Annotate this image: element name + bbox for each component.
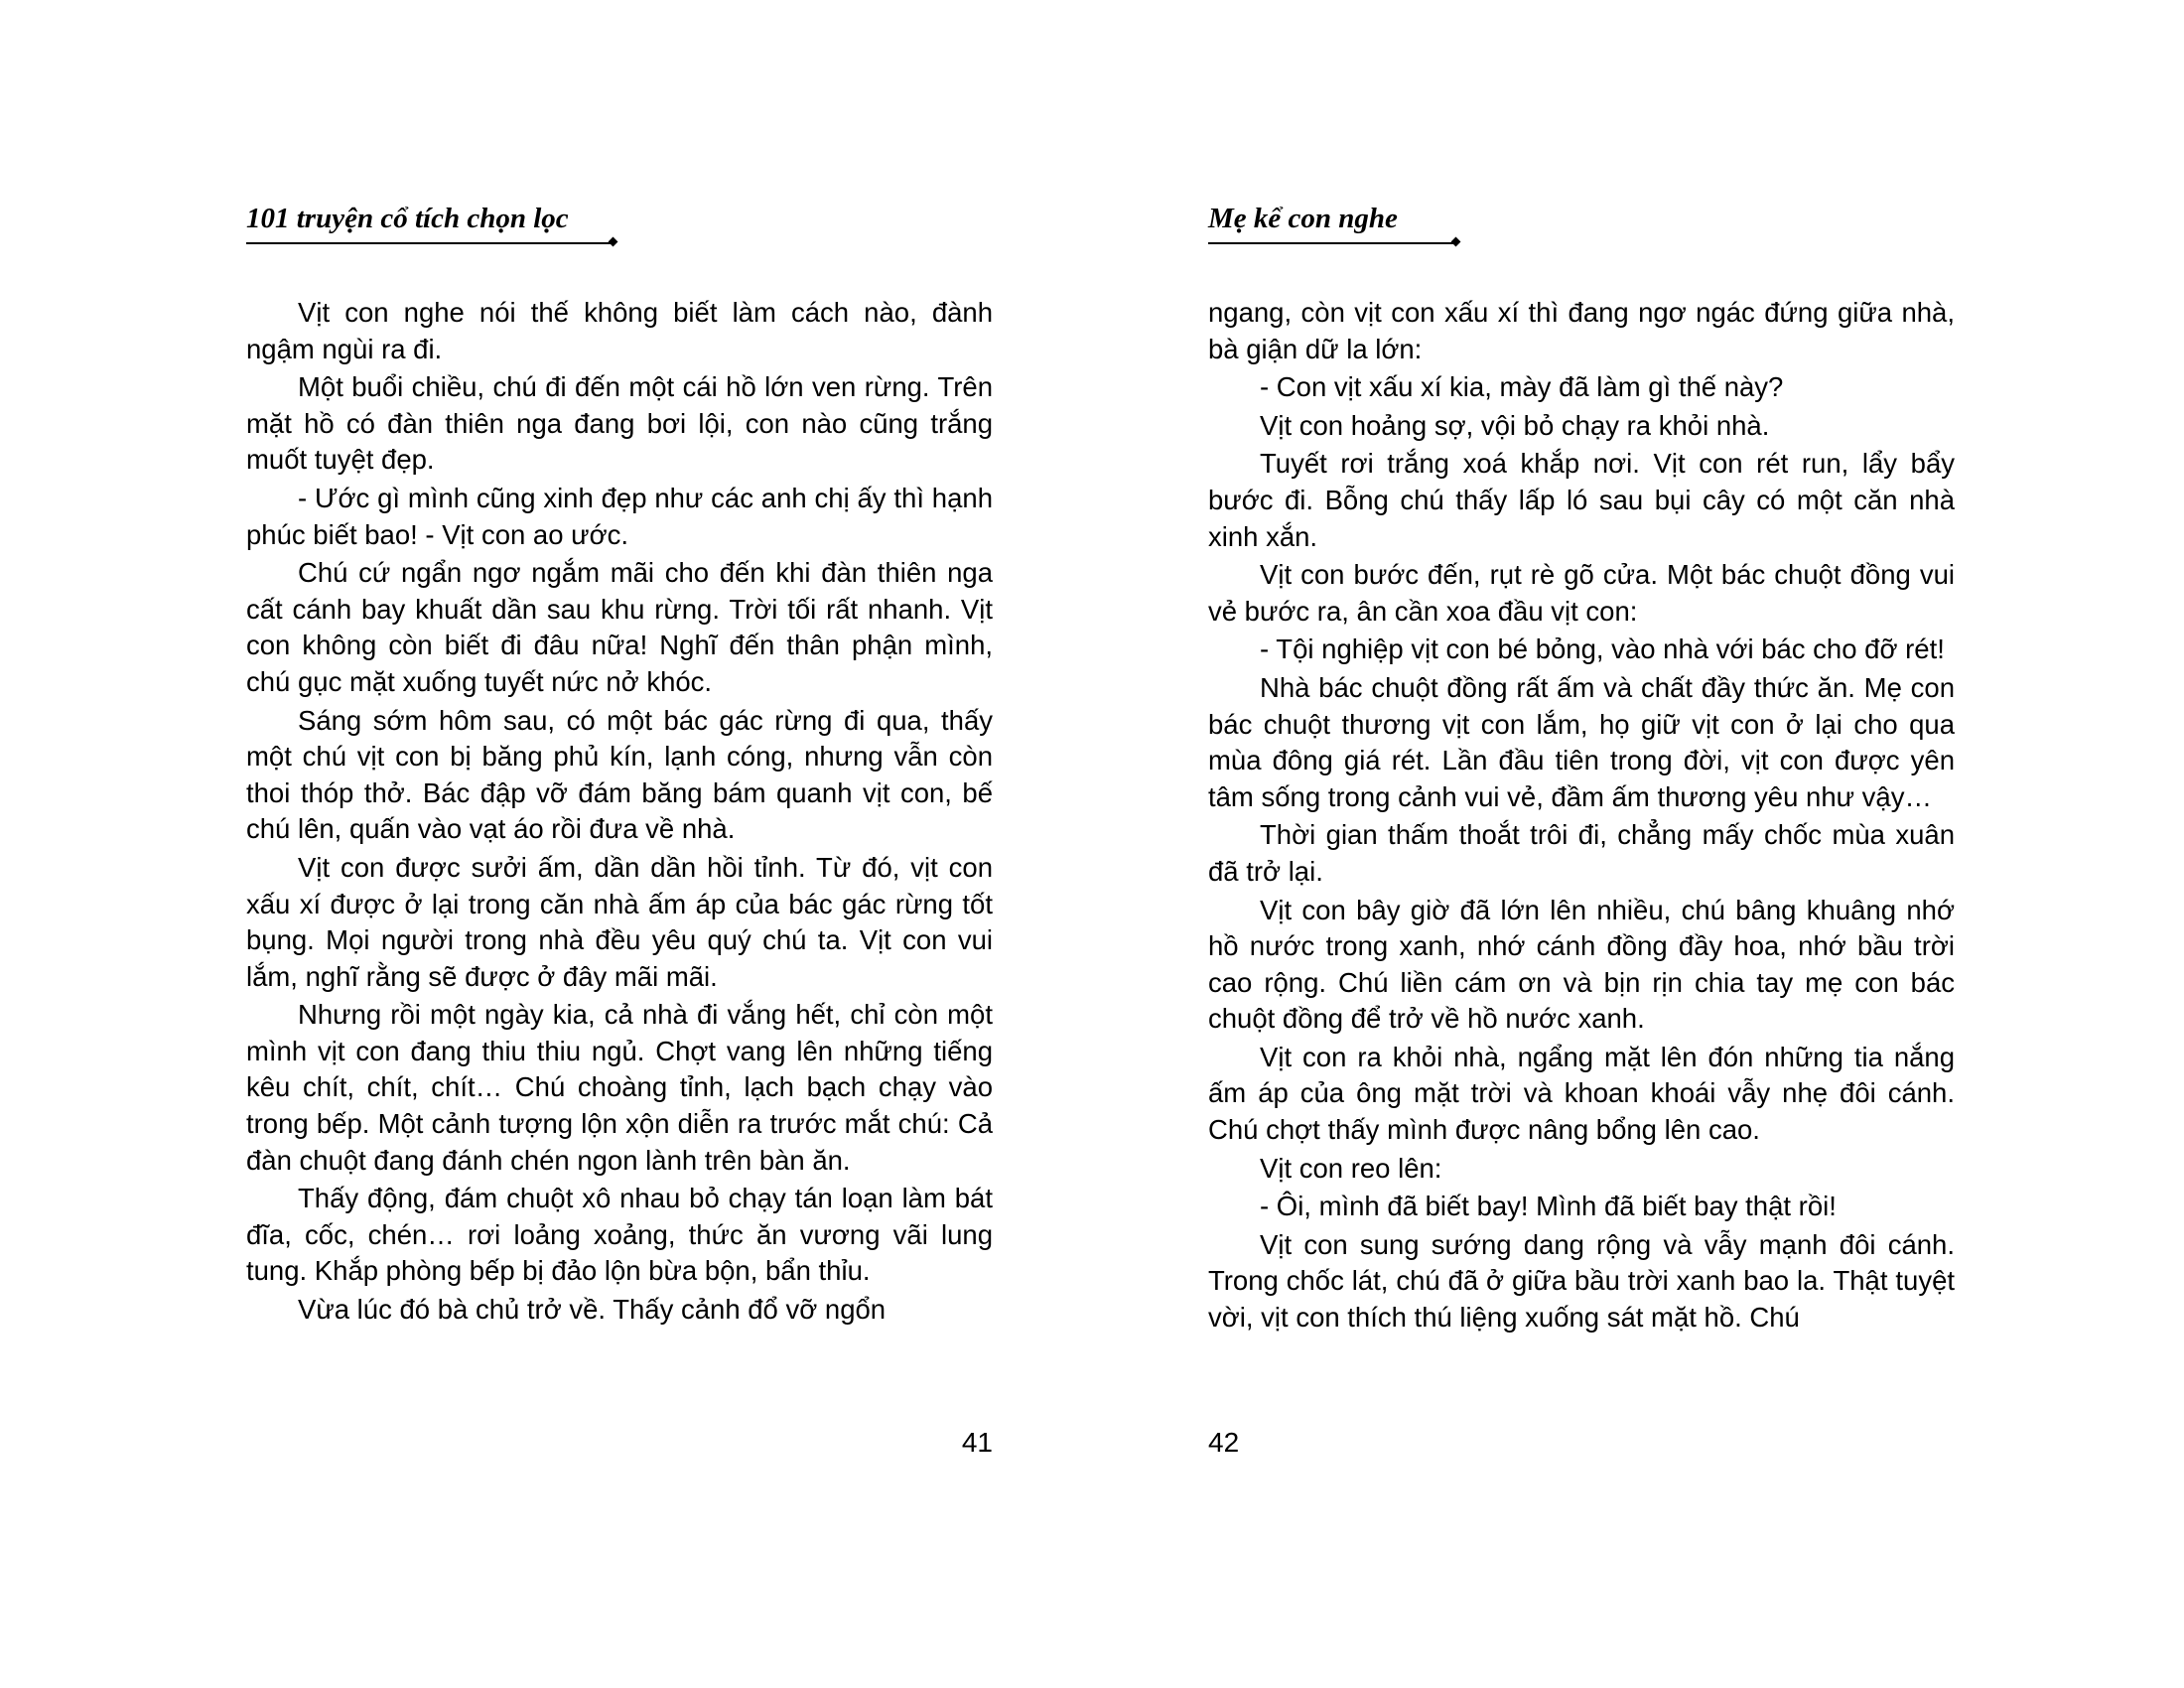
header-ornament-right bbox=[1451, 237, 1461, 247]
header-rule-left bbox=[246, 242, 614, 244]
paragraph: Nhà bác chuột đồng rất ấm và chất đầy thức ăn. Mẹ con bác chuột thương vịt con lắm, họ giữ vịt con ở lại cho qua mùa đông giá rét. Lần đầu tiên trong đời, vịt con được yên tâm sống trong cảnh vui vẻ, đầm ấm thương yêu như vậy… bbox=[1208, 671, 1955, 812]
paragraph: - Ôi, mình đã biết bay! Mình đã biết bay thật rồi! bbox=[1260, 1191, 1837, 1222]
paragraph: - Tội nghiệp vịt con bé bỏng, vào nhà với bác cho đỡ rét! bbox=[1260, 633, 1945, 665]
right-page bbox=[1208, 0, 1955, 1688]
paragraph: Nhưng rồi một ngày kia, cả nhà đi vắng hết, chỉ còn một mình vịt con đang thiu thiu ngủ. Chợt vang lên những tiếng kêu chít, chít, chít… Chú choàng tỉnh, lạch bạch chạy vào trong bếp. Một cảnh tượng lộn xộn diễn ra trước mắt chú: Cả đàn chuột đang đánh chén ngon lành trên bàn ăn. bbox=[246, 999, 993, 1176]
paragraph: Vịt con hoảng sợ, vội bỏ chạy ra khỏi nhà. bbox=[1260, 409, 1770, 441]
paragraph: Vịt con nghe nói thế không biết làm cách nào, đành ngậm ngùi ra đi. bbox=[246, 297, 993, 364]
paragraph: Tuyết rơi trắng xoá khắp nơi. Vịt con rét run, lẩy bẩy bước đi. Bỗng chú thấy lấp ló sau bụi cây có một căn nhà xinh xắn. bbox=[1208, 448, 1955, 552]
page-number-right: 42 bbox=[1208, 1427, 1240, 1458]
paragraph: Sáng sớm hôm sau, có một bác gác rừng đi qua, thấy một chú vịt con bị băng phủ kín, lạnh cóng, nhưng vẫn còn thoi thóp thở. Bác đập vỡ đám băng bám quanh vịt con, bế chú lên, quấn vào vạt áo rồi đưa về nhà. bbox=[246, 704, 993, 845]
running-head-right: Mẹ kể con nghe bbox=[1208, 203, 1398, 234]
paragraph: Chú cứ ngẩn ngơ ngắm mãi cho đến khi đàn thiên nga cất cánh bay khuất dần sau khu rừng. Trời tối rất nhanh. Vịt con không còn biết đi đâu nữa! Nghĩ đến thân phận mình, chú gục mặt xuống tuyết nức nở khóc. bbox=[246, 557, 993, 697]
paragraph: Vừa lúc đó bà chủ trở về. Thấy cảnh đổ vỡ ngổn bbox=[298, 1294, 887, 1326]
body-text-right bbox=[1208, 295, 1955, 1338]
paragraph: Một buổi chiều, chú đi đến một cái hồ lớn ven rừng. Trên mặt hồ có đàn thiên nga đang bơi lội, con nào cũng trắng muốt tuyệt đẹp. bbox=[246, 371, 993, 476]
body-text-left bbox=[246, 295, 993, 1331]
page-number-left: 41 bbox=[961, 1427, 993, 1458]
paragraph: Vịt con bây giờ đã lớn lên nhiều, chú bâng khuâng nhớ hồ nước trong xanh, nhớ cánh đồng đầy hoa, nhớ bầu trời cao rộng. Chú liền cám ơn và bịn rịn chia tay mẹ con bác chuột đồng để trở về hồ nước xanh. bbox=[1208, 894, 1955, 1035]
paragraph: Thời gian thấm thoắt trôi đi, chẳng mấy chốc mùa xuân đã trở lại. bbox=[1208, 819, 1955, 887]
header-ornament-left bbox=[609, 237, 618, 247]
running-head-left: 101 truyện cổ tích chọn lọc bbox=[246, 203, 569, 234]
header-rule-right bbox=[1208, 242, 1456, 244]
paragraph: - Ước gì mình cũng xinh đẹp như các anh chị ấy thì hạnh phúc biết bao! - Vịt con ao ước. bbox=[246, 482, 993, 550]
paragraph: - Con vịt xấu xí kia, mày đã làm gì thế này? bbox=[1260, 371, 1784, 403]
paragraph: Vịt con được sưởi ấm, dần dần hồi tỉnh. Từ đó, vịt con xấu xí được ở lại trong căn nhà ấm áp của bác gác rừng tốt bụng. Mọi người trong nhà đều yêu quý chú ta. Vịt con vui lắm, nghĩ rằng sẽ được ở đây mãi mãi. bbox=[246, 851, 993, 992]
paragraph: Vịt con ra khỏi nhà, ngẩng mặt lên đón những tia nắng ấm áp của ông mặt trời và khoan khoái vẫy nhẹ đôi cánh. Chú chợt thấy mình được nâng bổng lên cao. bbox=[1208, 1041, 1955, 1146]
left-page bbox=[246, 0, 993, 1688]
paragraph: Vịt con bước đến, rụt rè gõ cửa. Một bác chuột đồng vui vẻ bước ra, ân cần xoa đầu vịt con: bbox=[1208, 559, 1955, 627]
paragraph: Vịt con reo lên: bbox=[1260, 1152, 1442, 1184]
paragraph-continued: ngang, còn vịt con xấu xí thì đang ngơ ngác đứng giữa nhà, bà giận dữ la lớn: bbox=[1208, 297, 1955, 364]
paragraph: Vịt con sung sướng dang rộng và vẫy mạnh đôi cánh. Trong chốc lát, chú đã ở giữa bầu trời xanh bao la. Thật tuyệt vời, vịt con thích thú liệng xuống sát mặt hồ. Chú bbox=[1208, 1228, 1955, 1334]
paragraph: Thấy động, đám chuột xô nhau bỏ chạy tán loạn làm bát đĩa, cốc, chén… rơi loảng xoảng, thức ăn vương vãi lung tung. Khắp phòng bếp bị đảo lộn bừa bộn, bẩn thỉu. bbox=[246, 1183, 993, 1287]
